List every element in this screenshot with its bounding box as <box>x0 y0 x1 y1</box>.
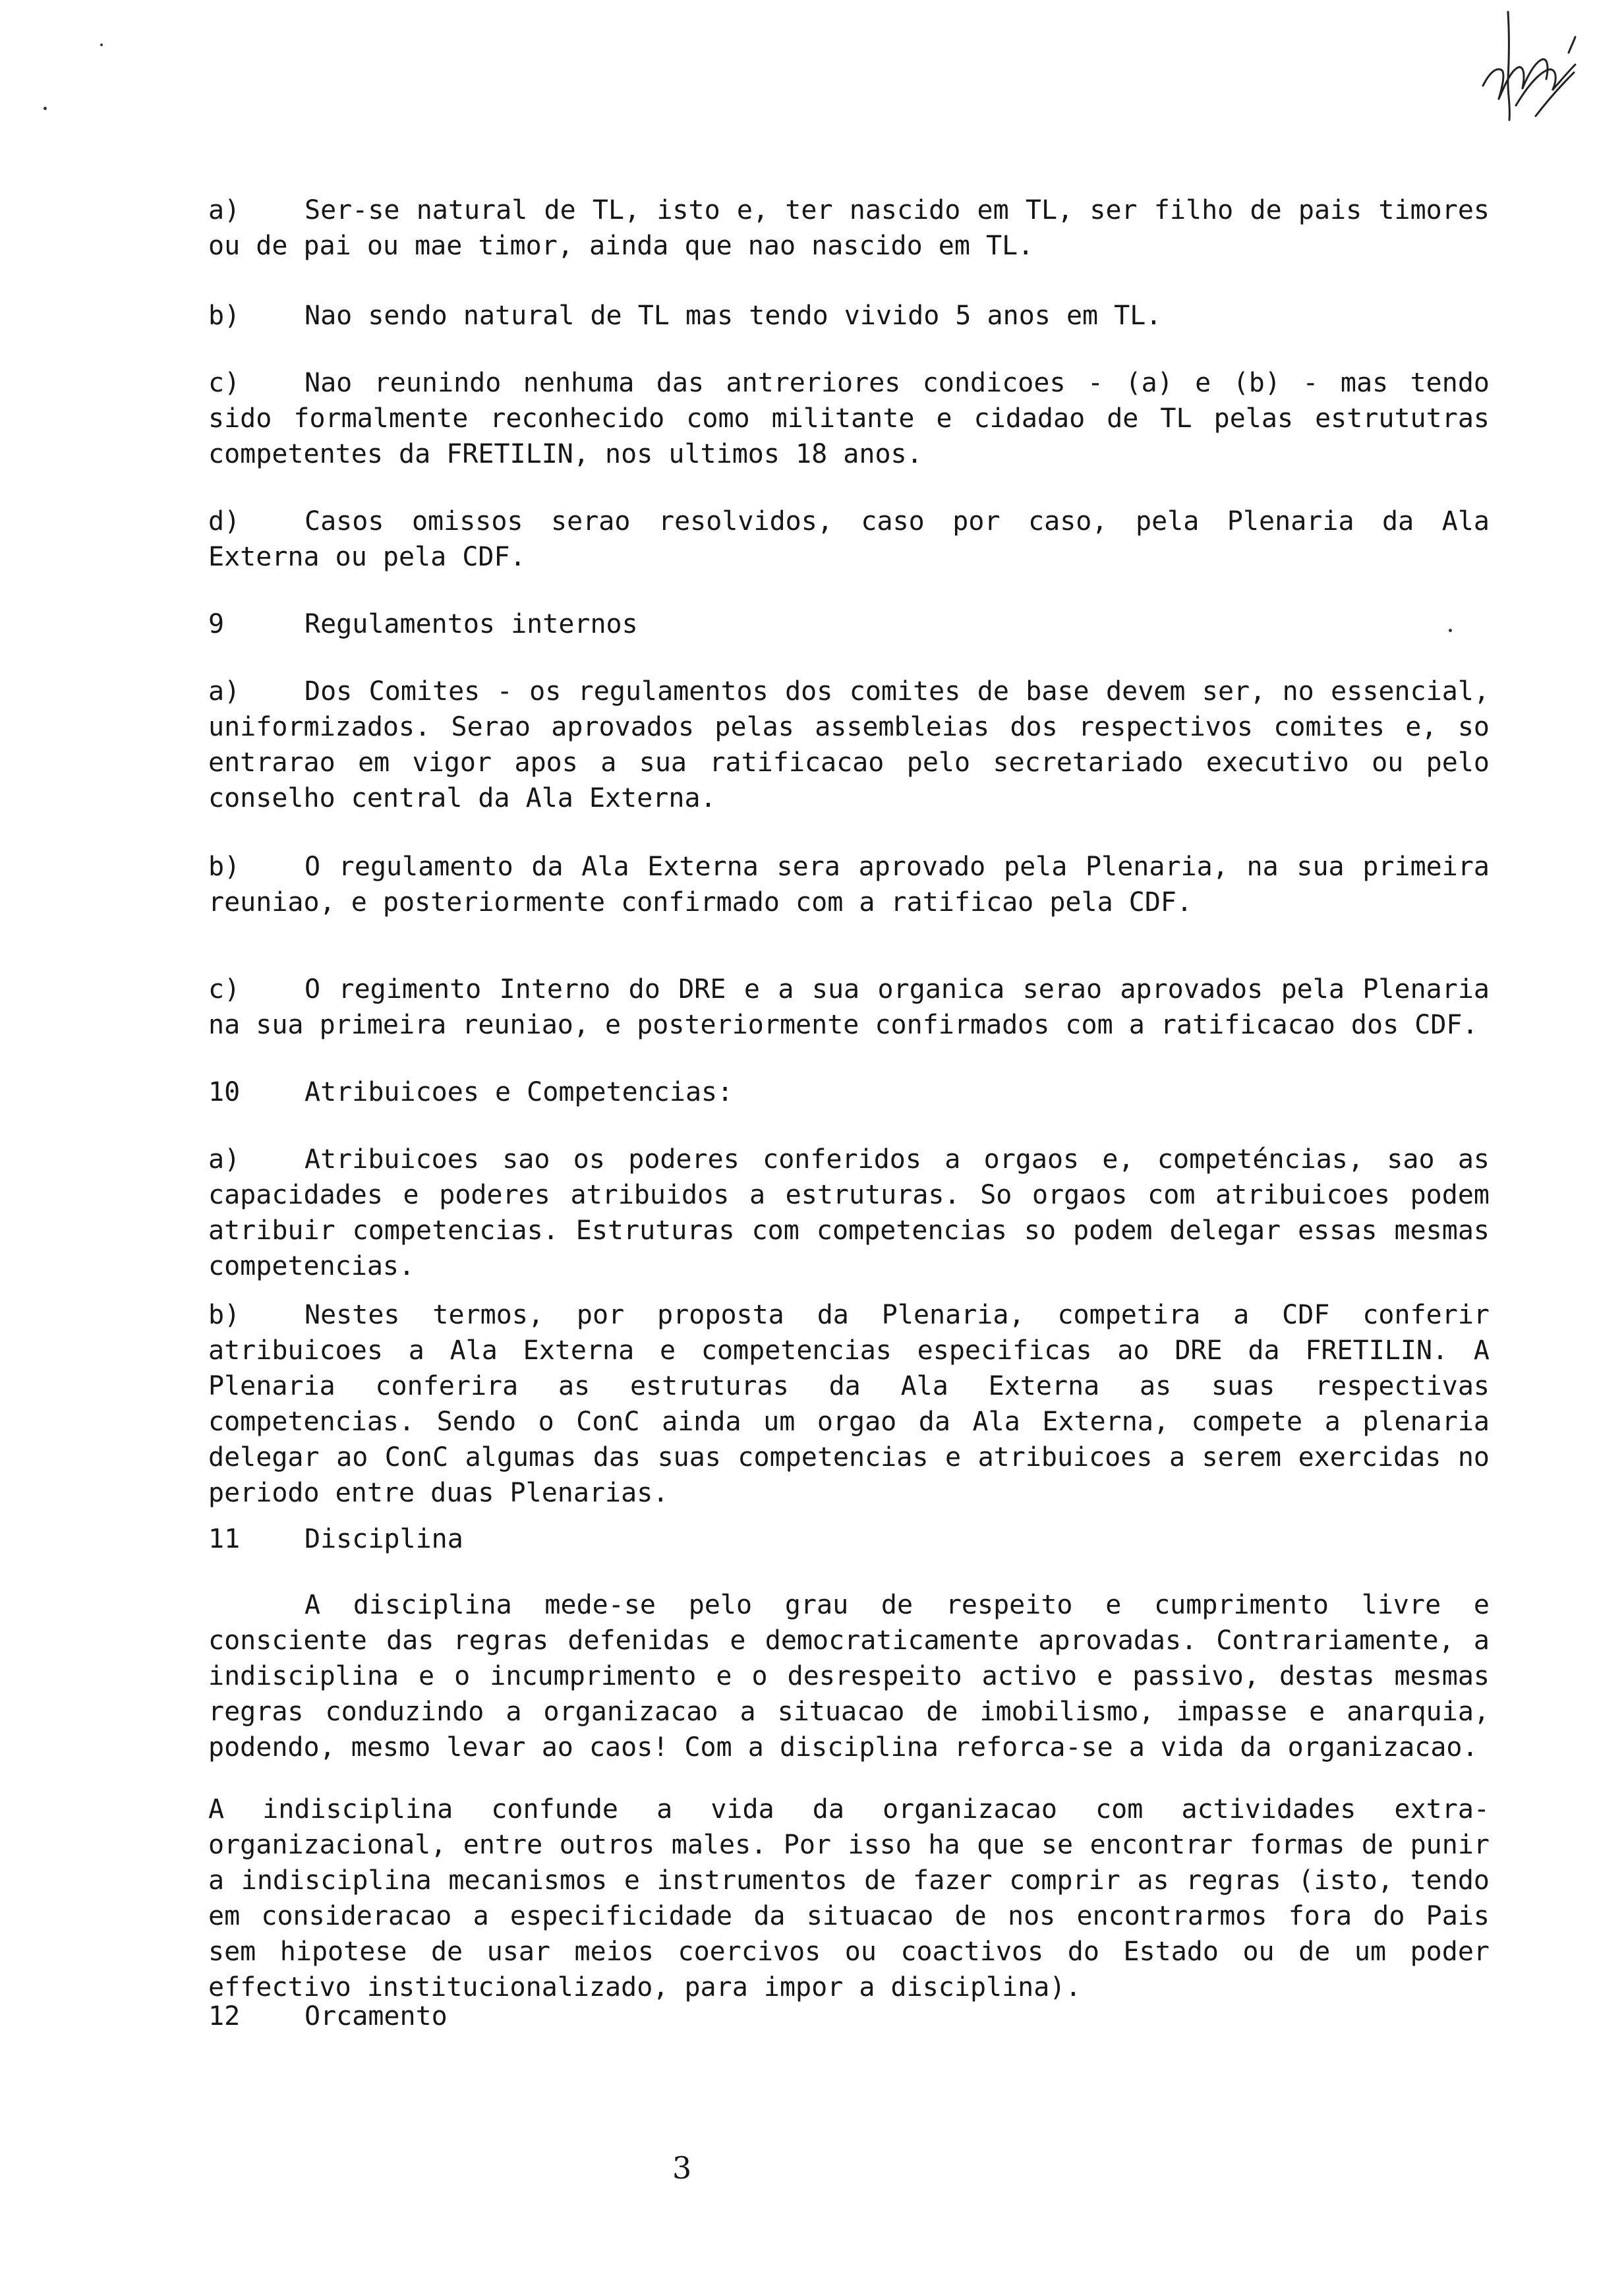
paragraph-text: A indisciplina confunde a vida da organizacao com actividades extra-organizacional, entre outros males. Por isso ha que se encontrar formas de punir a indisciplina mecanismos e instrumentos de fazer comprir as regras (isto, tendo em consideracao a especificidade da situacao de nos encontrarmos fora do Pais sem hipotese de usar meios coercivos ou coactivos do Estado ou de um poder effectivo institucionalizado, para impor a disciplina). <box>208 1794 1490 2002</box>
section-label: c) <box>208 368 241 398</box>
handwritten-signature <box>1470 7 1582 125</box>
section-8c <box>208 365 1490 472</box>
section-number: 9 <box>208 609 225 639</box>
section-label: b) <box>208 301 241 331</box>
section-9c <box>208 972 1490 1043</box>
section-heading: Orcamento <box>304 2001 448 2031</box>
section-heading-11 <box>208 1521 1490 1557</box>
paragraph-indiscipline <box>208 1792 1490 2005</box>
section-text: Ser-se natural de TL, isto e, ter nascido em TL, ser filho de pais timores ou de pai ou mae timor, ainda que nao nascido em TL. <box>208 195 1490 261</box>
page-number: 3 <box>672 2150 692 2186</box>
section-label: a) <box>208 676 241 707</box>
section-number: 10 <box>208 1077 241 1107</box>
section-label: b) <box>208 1300 241 1330</box>
section-heading: Atribuicoes e Competencias: <box>304 1077 734 1107</box>
section-9a <box>208 674 1490 816</box>
section-text: Atribuicoes sao os poderes conferidos a orgaos e, competéncias, sao as capacidades e poderes atribuidos a estruturas. So orgaos com atribuicoes podem atribuir competencias. Estruturas com competencias so podem delegar essas mesmas competencias. <box>208 1144 1490 1281</box>
section-8a <box>208 192 1490 264</box>
section-text: O regulamento da Ala Externa sera aprovado pela Plenaria, na sua primeira reuniao, e posteriormente confirmado com a ratificao pela CDF. <box>208 852 1490 918</box>
section-9b <box>208 849 1490 920</box>
section-heading-10 <box>208 1074 1490 1110</box>
scan-speck <box>100 44 103 46</box>
section-number: 11 <box>208 1524 241 1554</box>
section-text: Nao reunindo nenhuma das antreriores condicoes - (a) e (b) - mas tendo sido formalmente reconhecido como militante e cidadao de TL pelas estrututras competentes da FRETILIN, nos ultimos 18 anos. <box>208 368 1490 469</box>
section-label: a) <box>208 1144 241 1175</box>
section-8b <box>208 298 1490 334</box>
paragraph-text: A disciplina mede-se pelo grau de respeito e cumprimento livre e consciente das regras defenidas e democraticamente aprovadas. Contrariamente, a indisciplina e o incumprimento e o desrespeito activo e passivo, destas mesmas regras conduzindo a organizacao a situacao de imobilismo, impasse e anarquia, podendo, mesmo levar ao caos! Com a disciplina reforca-se a vida da organizacao. <box>208 1590 1490 1763</box>
section-label: d) <box>208 506 241 537</box>
section-text: Nao sendo natural de TL mas tendo vivido 5 anos em TL. <box>304 301 1162 331</box>
section-10b <box>208 1297 1490 1511</box>
section-label: a) <box>208 195 241 225</box>
section-8d <box>208 504 1490 575</box>
paragraph-discipline <box>208 1587 1490 1765</box>
section-heading: Regulamentos internos <box>304 609 638 639</box>
section-heading: Disciplina <box>304 1524 463 1554</box>
section-text: O regimento Interno do DRE e a sua organica serao aprovados pela Plenaria na sua primeira reuniao, e posteriormente confirmados com a ratificacao dos CDF. <box>208 974 1490 1040</box>
section-label: c) <box>208 974 241 1005</box>
section-text: Nestes termos, por proposta da Plenaria, competira a CDF conferir atribuicoes a Ala Externa e competencias especificas ao DRE da FRETILIN. A Plenaria conferira as estruturas da Ala Externa as suas respectivas competencias. Sendo o ConC ainda um orgao da Ala Externa, compete a plenaria delegar ao ConC algumas das suas competencias e atribuicoes a serem exercidas no periodo entre duas Plenarias. <box>208 1300 1490 1508</box>
scan-speck <box>44 107 47 110</box>
section-number: 12 <box>208 2001 241 2031</box>
section-heading-9 <box>208 606 1490 642</box>
section-text: Casos omissos serao resolvidos, caso por caso, pela Plenaria da Ala Externa ou pela CDF. <box>208 506 1490 572</box>
section-10a <box>208 1142 1490 1284</box>
section-text: Dos Comites - os regulamentos dos comites de base devem ser, no essencial, uniformizados. Serao aprovados pelas assembleias dos respectivos comites e, so entrarao em vigor apos a sua ratificacao pelo secretariado executivo ou pelo conselho central da Ala Externa. <box>208 676 1490 813</box>
section-heading-12 <box>208 1999 1490 2034</box>
section-label: b) <box>208 852 241 882</box>
